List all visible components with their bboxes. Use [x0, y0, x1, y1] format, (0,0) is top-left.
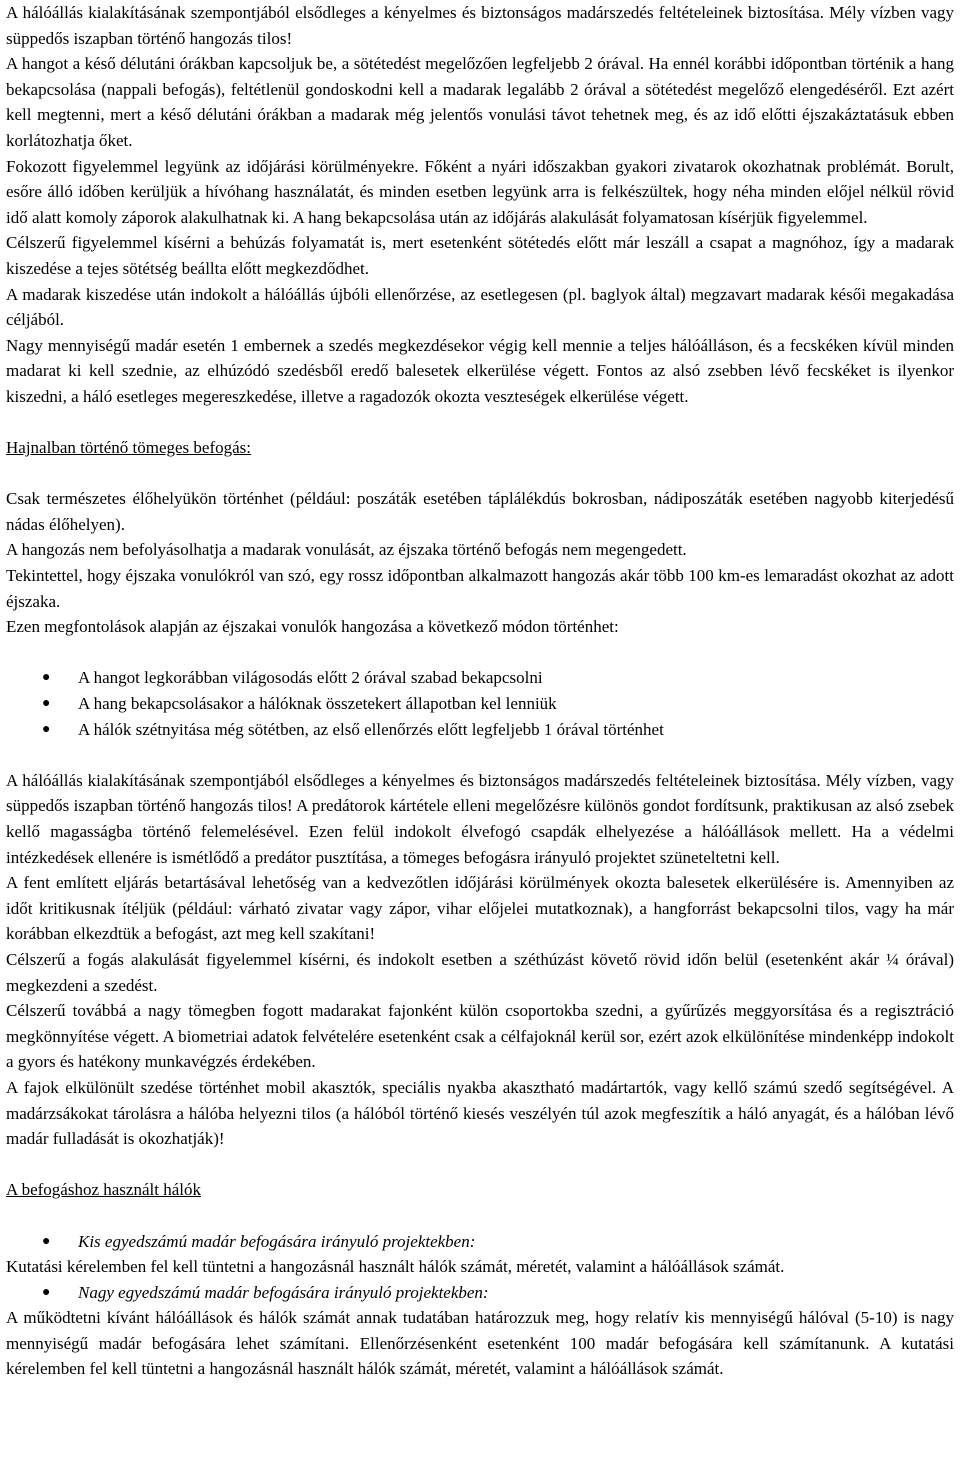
section-heading-dawn-capture: Hajnalban történő tömeges befogás:: [6, 438, 252, 458]
list-item: ● A hálók szétnyitása még sötétben, az első ellenőrzés előtt legfeljebb 1 órával történhet: [6, 717, 954, 743]
paragraph-recheck: A madarak kiszedése után indokolt a hálóállás újbóli ellenőrzése, az esetlegesen (pl. baglyok által) megzavart madarak késői megakadása céljából.: [6, 284, 954, 330]
paragraph-bad-weather: A fent említett eljárás betartásával lehetőség van a kedvezőtlen időjárási körülmények okozta balesetek elkerülésére is. Amennyiben az időt kritikusnak ítéljük (például: várható zivatar vagy zápor, vihar előjelei mutatkoznak), a hangforrást bekapcsolni tilos, vagy ha már korábban elkezdtük a befogást, azt meg kell szakítani!: [6, 873, 954, 944]
spacer: [6, 410, 954, 436]
paragraph-no-night-capture: A hangozás nem befolyásolhatja a madarak vonulását, az éjszaka történő befogás nem megengedett.: [6, 540, 687, 560]
paragraph-small-projects: Kutatási kérelemben fel kell tüntetni a hangozásnál használt hálók számát, méretét, valamint a hálóállások számát.: [6, 1257, 785, 1277]
list-item-large-projects: ● Nagy egyedszámú madár befogására irányuló projektekben:: [6, 1280, 954, 1306]
paragraph-large-quantity: Nagy mennyiségű madár esetén 1 embernek a szedés megkezdésekor végig kell mennie a teljes hálóálláson, és a fecskéken kívül minden madarat ki kell szednie, az elhúzódó szedésből eredő balesetek elkerülése végett. Fontos az alsó zsebben lévő fecskéket is ilyenkor kiszedni, a háló esetleges megereszkedése, illetve a ragadozók okozta veszteségek elkerülése végett.: [6, 335, 954, 406]
paragraph-method-intro: Ezen megfontolások alapján az éjszakai vonulók hangozása a következő módon történhet:: [6, 617, 619, 637]
paragraph-net-site-safety: A hálóállás kialakításának szempontjából elsődleges a kényelmes és biztonságos madárszedés feltételeinek biztosítása. Mély vízben vagy süppedős iszapban történő hangozás tilos!: [6, 3, 954, 48]
paragraph-pulling-process: Célszerű figyelemmel kísérni a behúzás folyamatát is, mert esetenként sötétedés előtt már leszáll a csapat a magnóhoz, így a madarak kiszedése a tejes sötétség beállta előtt megkezdődhet.: [6, 233, 954, 278]
paragraph-natural-habitat: Csak természetes élőhelyükön történhet (például: poszáták esetében táplálékdús bokrosban, nádiposzáták esetében nagyobb kiterjedésű nádas élőhelyen).: [6, 489, 954, 534]
list-item: ● A hang bekapcsolásakor a hálóknak összetekert állapotban kel lenniük: [6, 691, 954, 717]
large-project-list: [6, 1280, 954, 1306]
spacer: [6, 461, 954, 487]
paragraph-predators: A hálóállás kialakításának szempontjából elsődleges a kényelmes és biztonságos madárszedés feltételeinek biztosítása. Mély vízben, vagy süppedős iszapban történő hangozás tilos! A predátorok kártétele elleni megelőzésre különös gondot fordítsunk, praktikusan az alsó zsebek kellő magasságba történő felemelésével. Ezen felül indokolt élvefogó csapdák elhelyezése a hálóállások mellett. Ha a védelmi intézkedések ellenére is ismétlődő a predátor pusztítása, a tömeges befogásra irányuló projektet szüneteltetni kell.: [6, 770, 954, 867]
spacer: [6, 1152, 954, 1178]
spacer: [6, 742, 954, 768]
paragraph-species-separation: A fajok elkülönült szedése történhet mobil akasztók, speciális nyakba akasztható madártartók, vagy kellő számú szedő segítségével. A madárzsákokat tárolásra a hálóba helyezni tilos (a hálóból történő kiesés veszélyén túl azok megfeszítik a háló anyagát, és a hálóban lévő madár fulladását is okozhatják)!: [6, 1077, 954, 1149]
paragraph-sound-timing: A hangot a késő délutáni órákban kapcsoljuk be, a sötétedést megelőzően legfeljebb 2 órával. Ha ennél korábbi időpontban történik a hang bekapcsolása (nappali befogás), feltétlenül gondoskodni kell a madarak legalább 2 órával a sötétedést megelőző elengedéséről. Ezt azért kell megtenni, mert a késő délutáni órákban a madarak még jelentős vonulási távot tehetnek meg, és az idő előtti éjszakáztatásuk ebben korlátozhatja őket.: [6, 54, 954, 150]
paragraph-monitoring: Célszerű a fogás alakulását figyelemmel kísérni, és indokolt esetben a széthúzást követő rövid időn belül (esetenként akár ¼ órával) megkezdeni a szedést.: [6, 949, 954, 995]
rules-list: [6, 665, 954, 742]
list-item-small-projects: ● Kis egyedszámú madár befogására irányuló projektekben:: [6, 1229, 954, 1255]
paragraph-sorting-species: Célszerű továbbá a nagy tömegben fogott madarakat fajonként külön csoportokba szedni, a gyűrűzés meggyorsítása és a regisztráció megkönnyítése végett. A biometriai adatok felvételére esetenként csak a célfajoknál kerül sor, ezért azok elkülönítése mindenképp indokolt a gyors és hatékony munkavégzés érdekében.: [6, 1001, 954, 1072]
paragraph-large-projects: A működtetni kívánt hálóállások és hálók számát annak tudatában határozzuk meg, hogy relatív kis mennyiségű hálóval (5-10) is nagy mennyiségű madár befogására lehet számítani. Ellenőrzésenként esetenként 100 madár befogására kell számítanunk. A kutatási kérelemben fel kell tüntetni a hangozásnál használt hálók számát, méretét, valamint a hálóállások számát.: [6, 1308, 954, 1379]
section-heading-nets: A befogáshoz használt hálók: [6, 1180, 201, 1200]
paragraph-weather: Fokozott figyelemmel legyünk az időjárási körülményekre. Főként a nyári időszakban gyakori zivatarok okozhatnak problémát. Borult, esőre álló időben kerüljük a hívóhang használatát, és minden esetben legyünk arra is felkészültek, hogy néha minden előjel nélkül rövid idő alatt komoly záporok alakulhatnak ki. A hang bekapcsolása után az időjárás alakulását folyamatosan kísérjük figyelemmel.: [6, 156, 954, 227]
paragraph-night-migrants: Tekintettel, hogy éjszaka vonulókról van szó, egy rossz időpontban alkalmazott hangozás akár több 100 km-es lemaradást okozhat az adott éjszaka.: [6, 566, 954, 611]
list-item: ● A hangot legkorábban világosodás előtt 2 órával szabad bekapcsolni: [6, 665, 954, 691]
spacer: [6, 1203, 954, 1229]
spacer: [6, 640, 954, 666]
small-project-list: [6, 1229, 954, 1255]
